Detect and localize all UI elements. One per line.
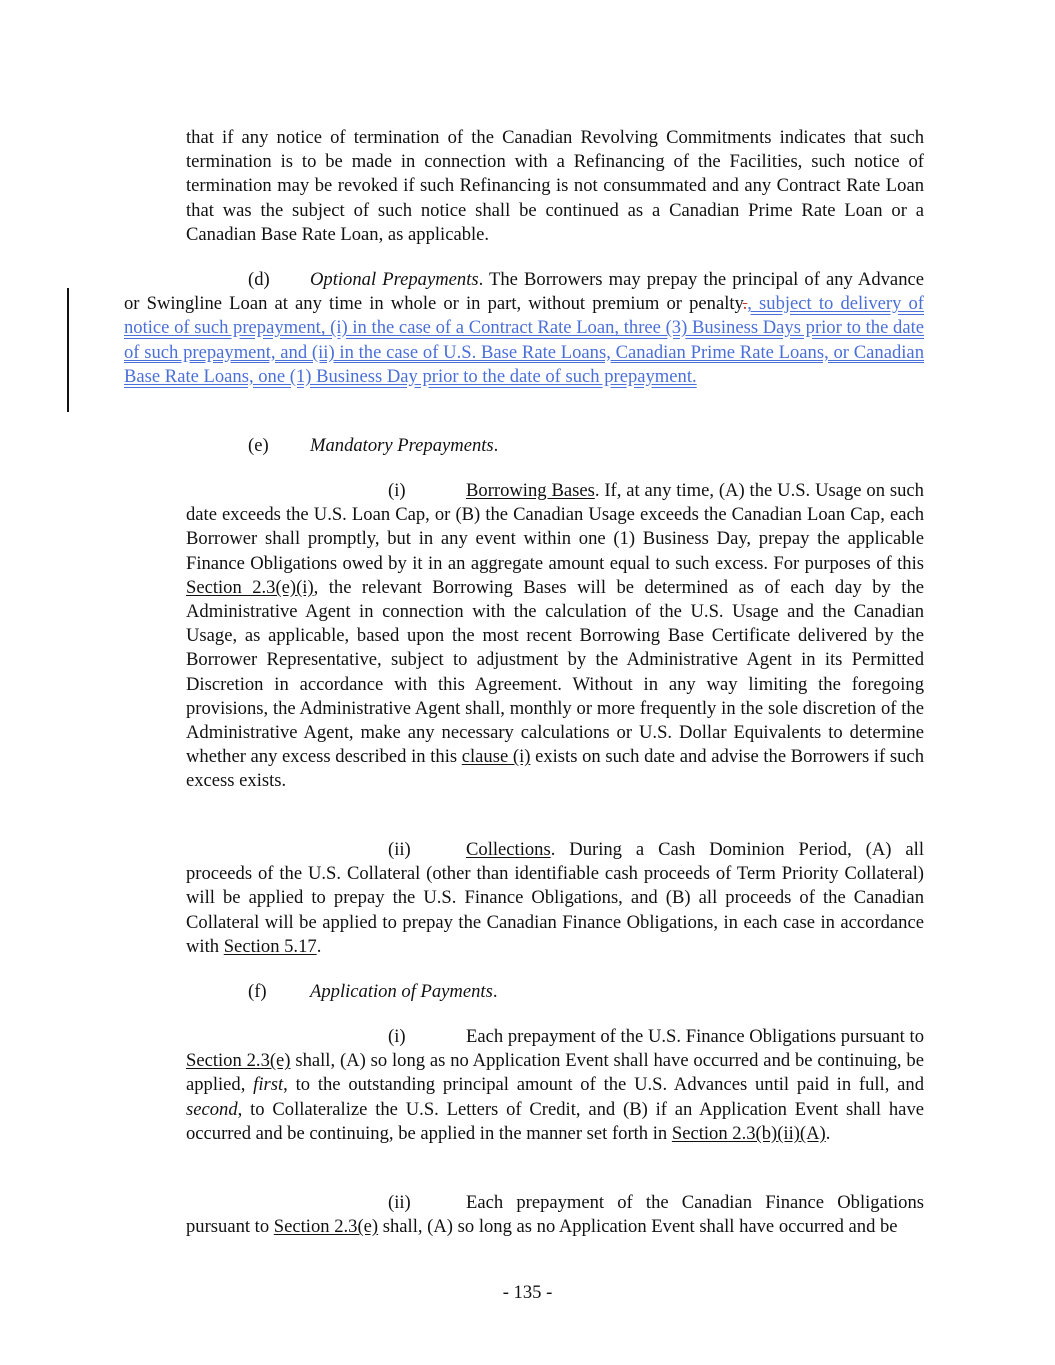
subsection-title: Collections <box>466 839 551 860</box>
section-title: Mandatory Prepayments <box>310 435 494 456</box>
paragraph-d-optional-prepayments: (d) Optional Prepayments. The Borrowers may prepay the principal of any Advance or Swingline Loan at any time in whole or in part, without premium or penalty., subject to delivery of notice of such prepayment, (i) in the case of a Contract Rate Loan, three (3) Business Days prior to the date of such prepayment, and (ii) in the case of U.S. Base Rate Loans, Canadian Prime Rate Loans, or Canadian Base Rate Loans, one (1) Business Day prior to the date of such prepayment. <box>124 269 924 387</box>
section-reference: Section 5.17 <box>223 935 317 957</box>
subsection-marker: (i) <box>388 1026 406 1047</box>
section-reference: Section 2.3(e) <box>273 1216 379 1238</box>
section-reference: Section 2.3(e)(i) <box>186 576 314 598</box>
paragraph-e-ii-collections: (ii) Collections. During a Cash Dominion Period, (A) all proceeds of the U.S. Collateral (other than identifiable cash proceeds of Term Priority Collateral) will be applied to prepay the U.S. Finance Obligations, and (B) all proceeds of the Canadian Collateral will be applied to prepay the Canadian Finance Obligations, in each case in accordance with Section 5.17. <box>186 839 924 957</box>
page-number: - 135 - <box>502 1282 553 1303</box>
heading-e-mandatory-prepayments: (e) Mandatory Prepayments. <box>248 434 498 458</box>
section-title: Application of Payments <box>310 981 493 1002</box>
section-marker: (e) <box>248 435 269 456</box>
section-reference: Section 2.3(b)(ii)(A) <box>671 1122 826 1144</box>
section-title: Optional Prepayments <box>310 269 479 290</box>
paragraph-termination-notice: that if any notice of termination of the Canadian Revolving Commitments indicates that such termination is to be made in connection with a Refinancing of the Facilities, such notice of termination may be revoked if such Refinancing is not consummated and any Contract Rate Loan that was the subject of such notice shall be continued as a Canadian Prime Rate Loan or a Canadian Base Rate Loan, as applicable. <box>186 127 924 245</box>
subsection-marker: (ii) <box>388 839 411 860</box>
subsection-title: Borrowing Bases <box>466 480 595 501</box>
section-marker: (f) <box>248 981 267 1002</box>
deleted-text: . <box>742 293 748 315</box>
subsection-marker: (ii) <box>388 1192 411 1213</box>
section-reference: Section 2.3(e) <box>186 1050 291 1072</box>
change-bar <box>67 288 69 412</box>
paragraph-e-i-borrowing-bases: (i) Borrowing Bases. If, at any time, (A) the U.S. Usage on such date exceeds the U.S. Loan Cap, or (B) the Canadian Usage exceeds the Canadian Loan Cap, each Borrower shall promptly, but in any event within one (1) Business Day, prepay the applicable Finance Obligations owed by it in an aggregate amount equal to such excess. For purposes of this Section 2.3(e)(i), the relevant Borrowing Bases will be determined as of each day by the Administrative Agent in connection with the calculation of the U.S. Usage and the Canadian Usage, as applicable, based upon the most recent Borrowing Base Certificate delivered by the Borrower Representative, subject to adjustment by the Administrative Agent in its Permitted Discretion in accordance with this Agreement. Without in any way limiting the foregoing provisions, the Administrative Agent shall, monthly or more frequently in the sole discretion of the Administrative Agent, make any necessary calculations or U.S. Dollar Equivalents to determine whether any excess described in this clause (i) exists on such date and advise the Borrowers if such excess exists. <box>186 480 924 792</box>
heading-f-application-of-payments: (f) Application of Payments. <box>248 980 497 1004</box>
clause-reference: clause (i) <box>461 746 531 768</box>
inserted-text: , subject to delivery of notice of such prepayment, (i) in the case of a Contract Rate Loan, three (3) Business Days prior to the date of such prepayment, and (ii) in the case of U.S. Base Rate Loans, Canadian Prime Rate Loans, or Canadian Base Rate Loans, one (1) Business Day prior to the date of such prepayment. <box>124 293 924 387</box>
section-marker: (d) <box>248 269 270 290</box>
subsection-marker: (i) <box>388 480 406 501</box>
paragraph-f-i: (i) Each prepayment of the U.S. Finance Obligations pursuant to Section 2.3(e) shall, (A) so long as no Application Event shall have occurred and be continuing, be applied, first, to the outstanding principal amount of the U.S. Advances until paid in full, and second, to Collateralize the U.S. Letters of Credit, and (B) if an Application Event shall have occurred and be continuing, be applied in the manner set forth in Section 2.3(b)(ii)(A). <box>186 1026 924 1144</box>
paragraph-f-ii: (ii) Each prepayment of the Canadian Finance Obligations pursuant to Section 2.3(e) shall, (A) so long as no Application Event shall have occurred and be <box>186 1192 924 1238</box>
